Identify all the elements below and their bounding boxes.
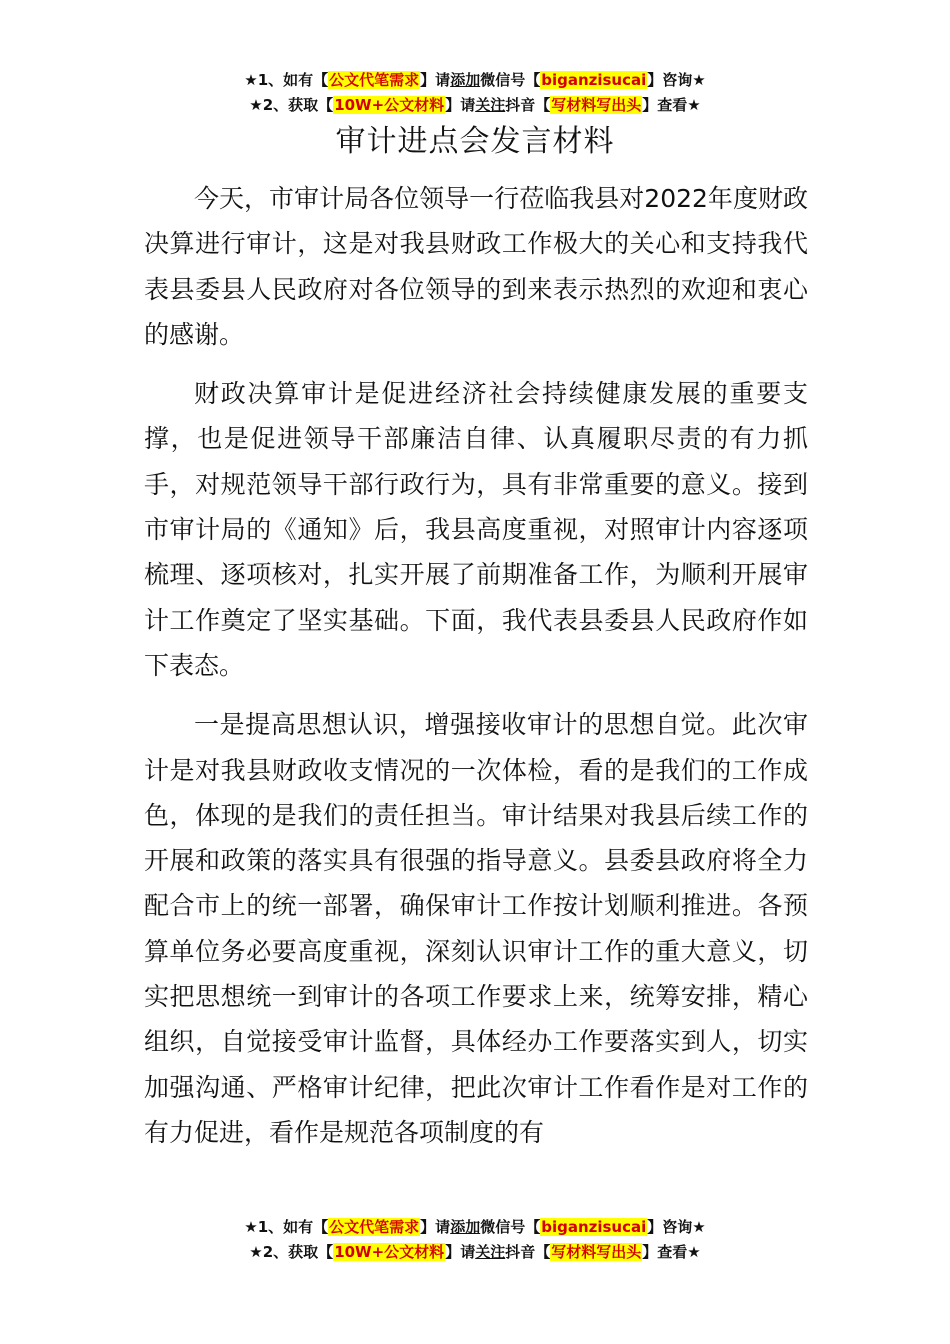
promo-text: 抖音【	[505, 96, 551, 114]
promo-wechat-id: biganzisucai	[541, 1218, 647, 1236]
promo-text: 微信号【	[480, 71, 541, 89]
promo-line-1	[0, 68, 950, 93]
promo-text: 】请	[420, 71, 451, 89]
promo-text: 】咨询★	[647, 1218, 706, 1236]
promo-text: ★2、获取【	[249, 1243, 334, 1261]
promo-text: 】请	[420, 1218, 451, 1236]
paragraph-2: 财政决算审计是促进经济社会持续健康发展的重要支撑，也是促进领导干部廉洁自律、认真履职尽责的有力抓手，对规范领导干部行政行为，具有非常重要的意义。接到市审计局的《通知》后，我县高度重视，对照审计内容逐项梳理、逐项核对，扎实开展了前期准备工作，为顺利开展审计工作奠定了坚实基础。下面，我代表县委县人民政府作如下表态。	[144, 379, 808, 680]
promo-underline: 关注	[475, 1243, 506, 1261]
paragraph-1: 今天，市审计局各位领导一行莅临我县对2022年度财政决算进行审计，这是对我县财政工作极大的关心和支持我代表县委县人民政府对各位领导的到来表示热烈的欢迎和衷心的感谢。	[144, 184, 808, 349]
paragraph-3: 一是提高思想认识，增强接收审计的思想自觉。此次审计是对我县财政收支情况的一次体检，看的是我们的工作成色，体现的是我们的责任担当。审计结果对我县后续工作的开展和政策的落实具有很强的指导意义。县委县政府将全力配合市上的统一部署，确保审计工作按计划顺利推进。各预算单位务必要高度重视，深刻认识审计工作的重大意义，切实把思想统一到审计的各项工作要求上来，统筹安排，精心组织，自觉接受审计监督，具体经办工作要落实到人，切实加强沟通、严格审计纪律，把此次审计工作看作是对工作的有力促进，看作是规范各项制度的有	[144, 710, 808, 1147]
promo-line-2	[0, 93, 950, 118]
promo-douyin-id: 写材料写出头	[551, 96, 642, 114]
promo-text: 】查看★	[642, 1243, 701, 1261]
promo-text: ★2、获取【	[249, 96, 334, 114]
promo-text: ★1、如有【	[244, 71, 329, 89]
promo-highlight: 公文代笔需求	[329, 1218, 420, 1236]
promo-text: 】咨询★	[647, 71, 706, 89]
document-title: 审计进点会发言材料	[335, 124, 615, 159]
promo-line-1	[0, 1215, 950, 1240]
promo-text: 微信号【	[480, 1218, 541, 1236]
promo-highlight: 10W+公文材料	[334, 1243, 445, 1261]
document-body	[144, 176, 808, 1169]
promo-text: ★1、如有【	[244, 1218, 329, 1236]
promo-douyin-id: 写材料写出头	[551, 1243, 642, 1261]
promo-highlight: 公文代笔需求	[329, 71, 420, 89]
promo-underline: 关注	[475, 96, 506, 114]
promo-text: 】请	[445, 1243, 476, 1261]
promo-line-2	[0, 1240, 950, 1265]
promo-highlight: 10W+公文材料	[334, 96, 445, 114]
promo-text: 抖音【	[505, 1243, 551, 1261]
promo-wechat-id: biganzisucai	[541, 71, 647, 89]
promo-underline: 添加	[450, 71, 481, 89]
promo-text: 】请	[445, 96, 476, 114]
footer-promo-banner	[0, 1215, 950, 1265]
promo-underline: 添加	[450, 1218, 481, 1236]
header-promo-banner	[0, 68, 950, 118]
promo-text: 】查看★	[642, 96, 701, 114]
